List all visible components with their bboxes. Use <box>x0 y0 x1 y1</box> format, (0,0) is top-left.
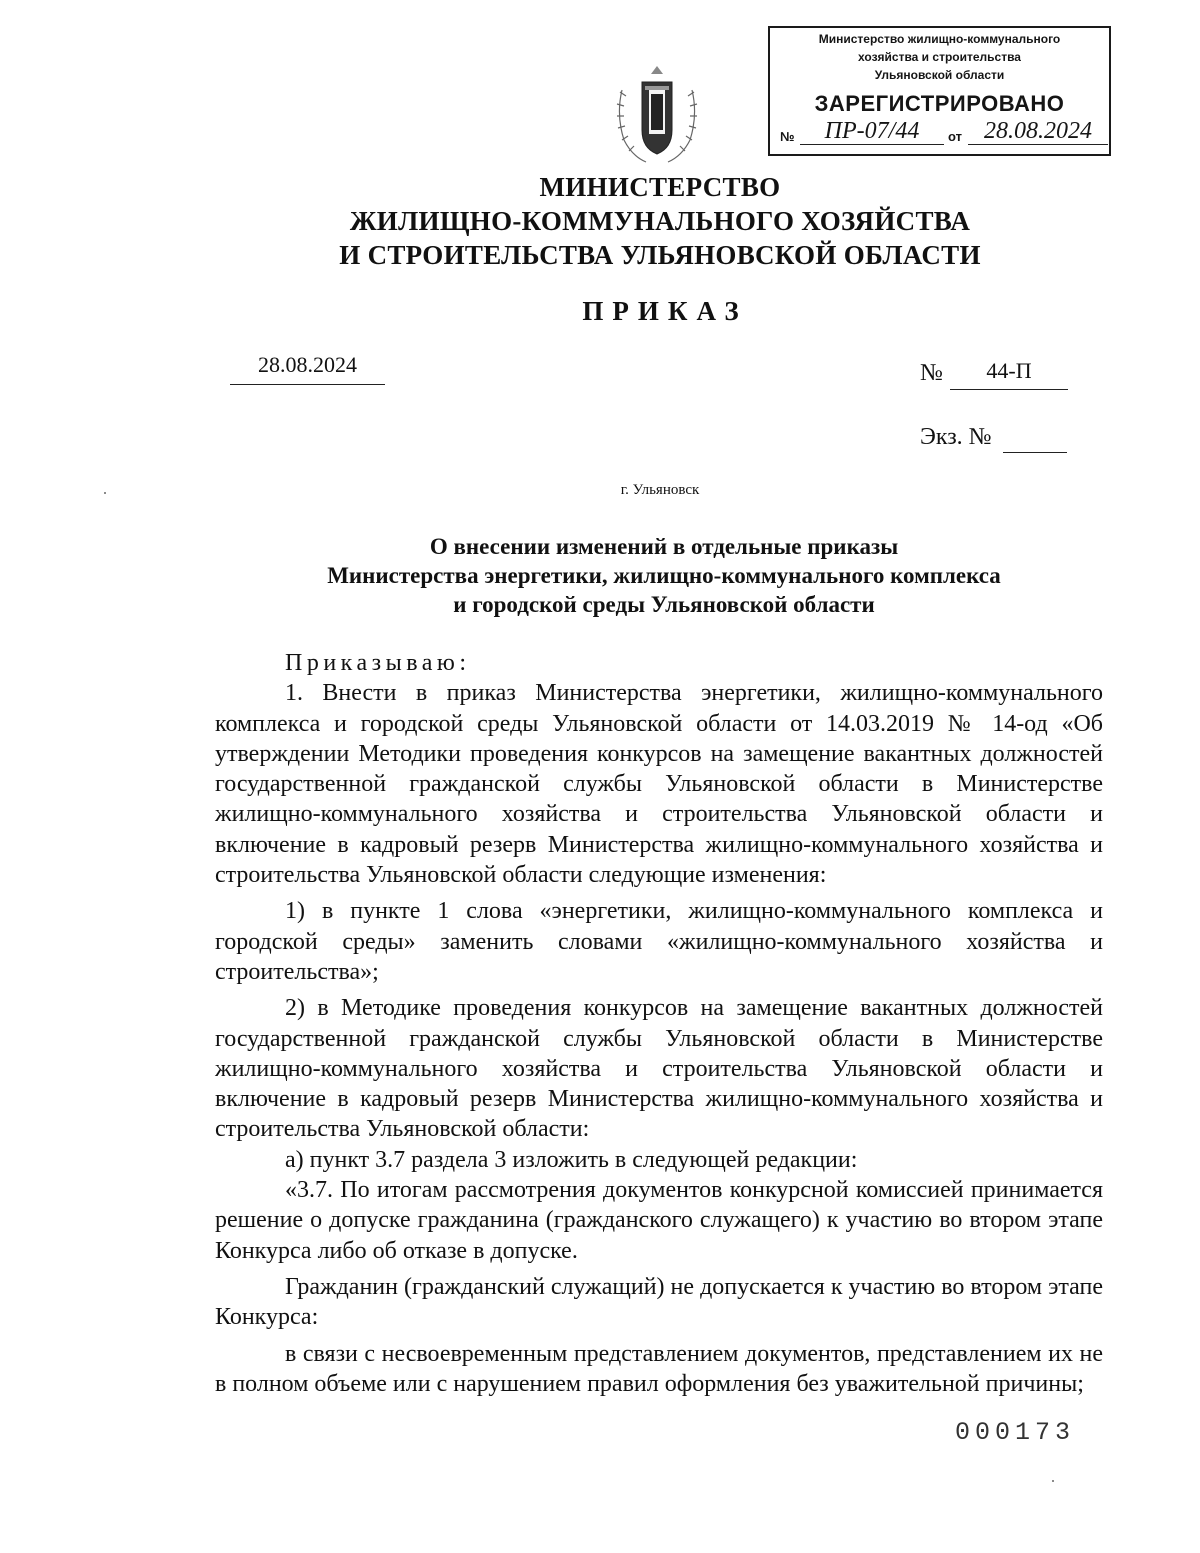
ministry-name-line-1: МИНИСТЕРСТВО <box>539 172 781 202</box>
paragraph-7: в связи с несвоевременным представлением документов, представлением их не в полном объеме или с нарушением правил оформления без уважительной причины; <box>215 1340 1103 1397</box>
subject-line-2: Министерства энергетики, жилищно-коммунального комплекса <box>327 563 1001 588</box>
order-number-label: № <box>920 360 943 386</box>
stamp-status: ЗАРЕГИСТРИРОВАНО <box>814 91 1065 116</box>
paragraph-6: Гражданин (гражданский служащий) не допускается к участию во втором этапе Конкурса: <box>215 1273 1103 1331</box>
stamp-org-line-3: Ульяновской области <box>874 68 1005 82</box>
document-title: ПРИКАЗ <box>582 296 748 326</box>
subject-line-1: О внесении изменений в отдельные приказы <box>429 534 899 559</box>
stamp-date-handwritten: 28.08.2024 <box>968 118 1108 145</box>
city: г. Ульяновск <box>620 482 700 498</box>
subject-line-3: и городской среды Ульяновской области <box>453 592 875 617</box>
copy-number-label: Экз. № <box>920 424 992 450</box>
paragraph-1: 1. Внести в приказ Министерства энергетики, жилищно-коммунального комплекса и городской среды Ульяновской области от 14.03.2019 № 14-од «Об утверждении Методики проведения конкурсов на замещение вакантных должностей государственной гражданской службы Ульяновской области в Министерстве жилищно-коммунального хозяйства и строительства Ульяновской области и включение в кадровый резерв Министерства жилищно-коммунального хозяйства и строительства Ульяновской области следующие изменения: <box>215 680 1103 889</box>
ministry-name-line-2: ЖИЛИЩНО-КОММУНАЛЬНОГО ХОЗЯЙСТВА <box>349 206 971 236</box>
stamp-number-row <box>778 120 1103 146</box>
stamp-org-line-1: Министерство жилищно-коммунального <box>818 32 1061 46</box>
paragraph-3: 2) в Методике проведения конкурсов на замещение вакантных должностей государственной гражданской службы Ульяновской области в Министерстве жилищно-коммунального хозяйства и строительства Ульяновской области и включение в кадровый резерв Министерства жилищно-коммунального хозяйства и строительства Ульяновской области: <box>215 995 1103 1143</box>
order-number: 44-П <box>950 358 1068 390</box>
page-number: 000173 <box>955 1418 1076 1447</box>
order-body <box>215 648 1103 1399</box>
order-date: 28.08.2024 <box>230 352 385 385</box>
stamp-from-label: от <box>948 129 962 144</box>
paragraph-5: «3.7. По итогам рассмотрения документов конкурсной комиссией принимается решение о допуске гражданина (гражданского служащего) к участию во втором этапе Конкурса либо об отказе в допуске. <box>215 1177 1103 1264</box>
paragraph-4: а) пункт 3.7 раздела 3 изложить в следующей редакции: <box>285 1146 858 1173</box>
order-subject <box>215 532 1113 619</box>
paragraph-2: 1) в пункте 1 слова «энергетики, жилищно-коммунального комплекса и городской среды» заменить словами «жилищно-коммунального хозяйства и строительства»; <box>215 898 1103 985</box>
stamp-number-label: № <box>780 129 795 144</box>
order-directive: Приказываю: <box>285 650 471 676</box>
registration-stamp <box>768 26 1111 156</box>
scan-speck <box>1052 1480 1054 1482</box>
scan-speck <box>104 492 106 494</box>
copy-number-blank <box>1003 452 1067 453</box>
stamp-number-handwritten: ПР-07/44 <box>800 118 944 145</box>
coat-of-arms-emblem <box>612 60 702 168</box>
ministry-name-line-3: И СТРОИТЕЛЬСТВА УЛЬЯНОВСКОЙ ОБЛАСТИ <box>339 240 981 270</box>
stamp-org-line-2: хозяйства и строительства <box>858 50 1021 64</box>
